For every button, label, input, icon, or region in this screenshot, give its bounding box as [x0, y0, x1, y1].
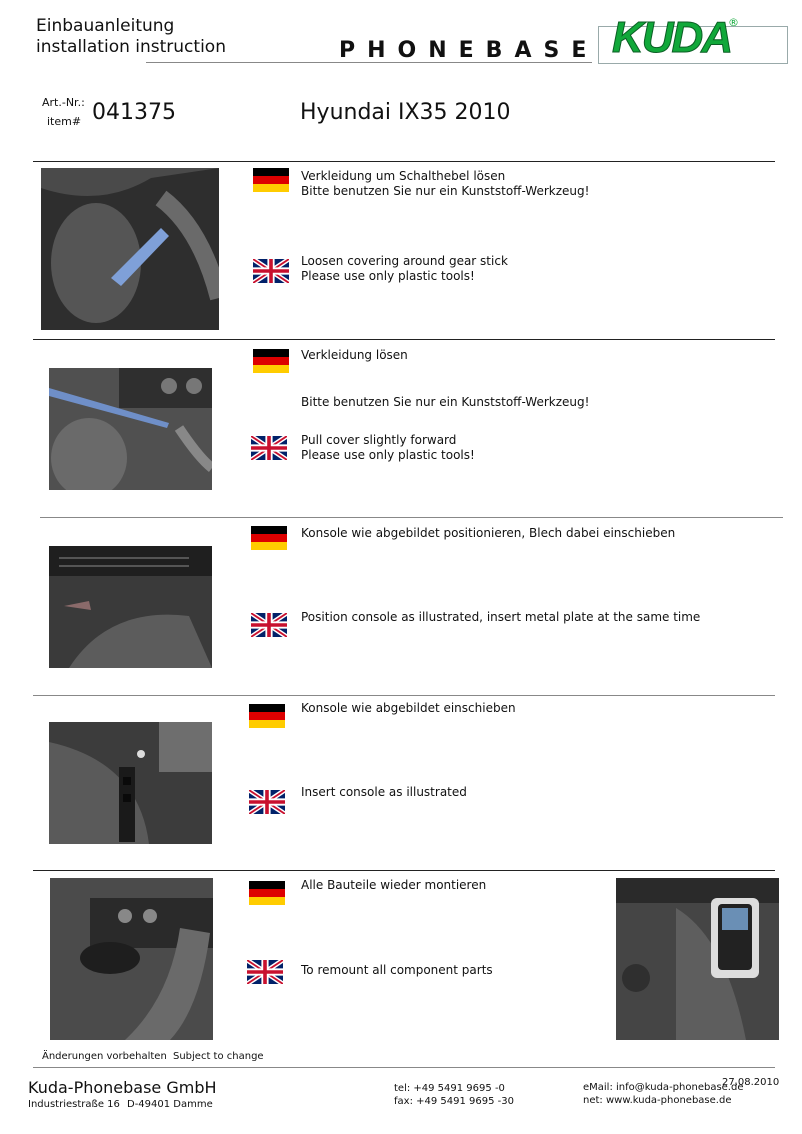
step-en-line: Pull cover slightly forward — [301, 433, 457, 447]
document-date: 27.08.2010 — [722, 1077, 780, 1088]
step-en-line: To remount all component parts — [301, 963, 493, 977]
title-de: Einbauanleitung — [36, 16, 175, 36]
step-en-line: Please use only plastic tools! — [301, 269, 475, 283]
step-en-line: Insert console as illustrated — [301, 785, 467, 799]
notice-de: Änderungen vorbehalten — [42, 1051, 167, 1062]
german-flag-icon — [253, 168, 289, 192]
step-en-line: Loosen covering around gear stick — [301, 254, 508, 268]
uk-flag-icon — [249, 790, 285, 814]
fax-number: fax: +49 5491 9695 -30 — [394, 1096, 514, 1107]
german-flag-icon — [249, 704, 285, 728]
article-label-en: item# — [47, 115, 82, 128]
article-label-de: Art.-Nr.: — [42, 96, 85, 109]
step-photo — [50, 878, 213, 1040]
step-photo — [41, 168, 219, 330]
step-divider — [33, 870, 775, 871]
article-number: 041375 — [92, 100, 176, 125]
step-photo — [49, 722, 212, 844]
result-photo — [616, 878, 779, 1040]
step-en-line: Please use only plastic tools! — [301, 448, 475, 462]
uk-flag-icon — [253, 259, 289, 283]
german-flag-icon — [253, 349, 289, 373]
notice-en: Subject to change — [173, 1051, 264, 1062]
footer-rule — [33, 1067, 775, 1068]
uk-flag-icon — [251, 436, 287, 460]
uk-flag-icon — [247, 960, 283, 984]
step-divider — [33, 695, 775, 696]
step-en-line: Position console as illustrated, insert metal plate at the same time — [301, 610, 701, 624]
step-de-line: Verkleidung lösen — [301, 348, 408, 362]
step-de-line: Bitte benutzen Sie nur ein Kunststoff-Werkzeug! — [301, 395, 590, 409]
german-flag-icon — [249, 881, 285, 905]
step-de-line: Konsole wie abgebildet einschieben — [301, 701, 516, 715]
step-de-line: Konsole wie abgebildet positionieren, Blech dabei einschieben — [301, 526, 676, 540]
step-photo — [49, 546, 212, 668]
step-photo — [49, 368, 212, 490]
brand-name: PHONEBASE — [339, 38, 599, 63]
phone-number: tel: +49 5491 9695 -0 — [394, 1083, 505, 1094]
step-de-line: Bitte benutzen Sie nur ein Kunststoff-Werkzeug! — [301, 184, 590, 198]
website: net: www.kuda-phonebase.de — [583, 1095, 732, 1106]
step-divider — [40, 517, 783, 518]
german-flag-icon — [251, 526, 287, 550]
step-de-line: Alle Bauteile wieder montieren — [301, 878, 487, 892]
company-street: Industriestraße 16 — [28, 1099, 120, 1110]
email-address: eMail: info@kuda-phonebase.de — [583, 1082, 744, 1093]
registered-mark: ® — [728, 16, 739, 29]
uk-flag-icon — [251, 613, 287, 637]
step-divider — [33, 161, 775, 162]
company-city: D-49401 Damme — [127, 1099, 213, 1110]
step-de-line: Verkleidung um Schalthebel lösen — [301, 169, 506, 183]
kuda-logo: KUDA — [612, 13, 732, 62]
company-name: Kuda-Phonebase GmbH — [28, 1078, 217, 1097]
step-divider — [33, 339, 775, 340]
title-en: installation instruction — [36, 37, 226, 57]
vehicle-name: Hyundai IX35 2010 — [300, 100, 511, 125]
